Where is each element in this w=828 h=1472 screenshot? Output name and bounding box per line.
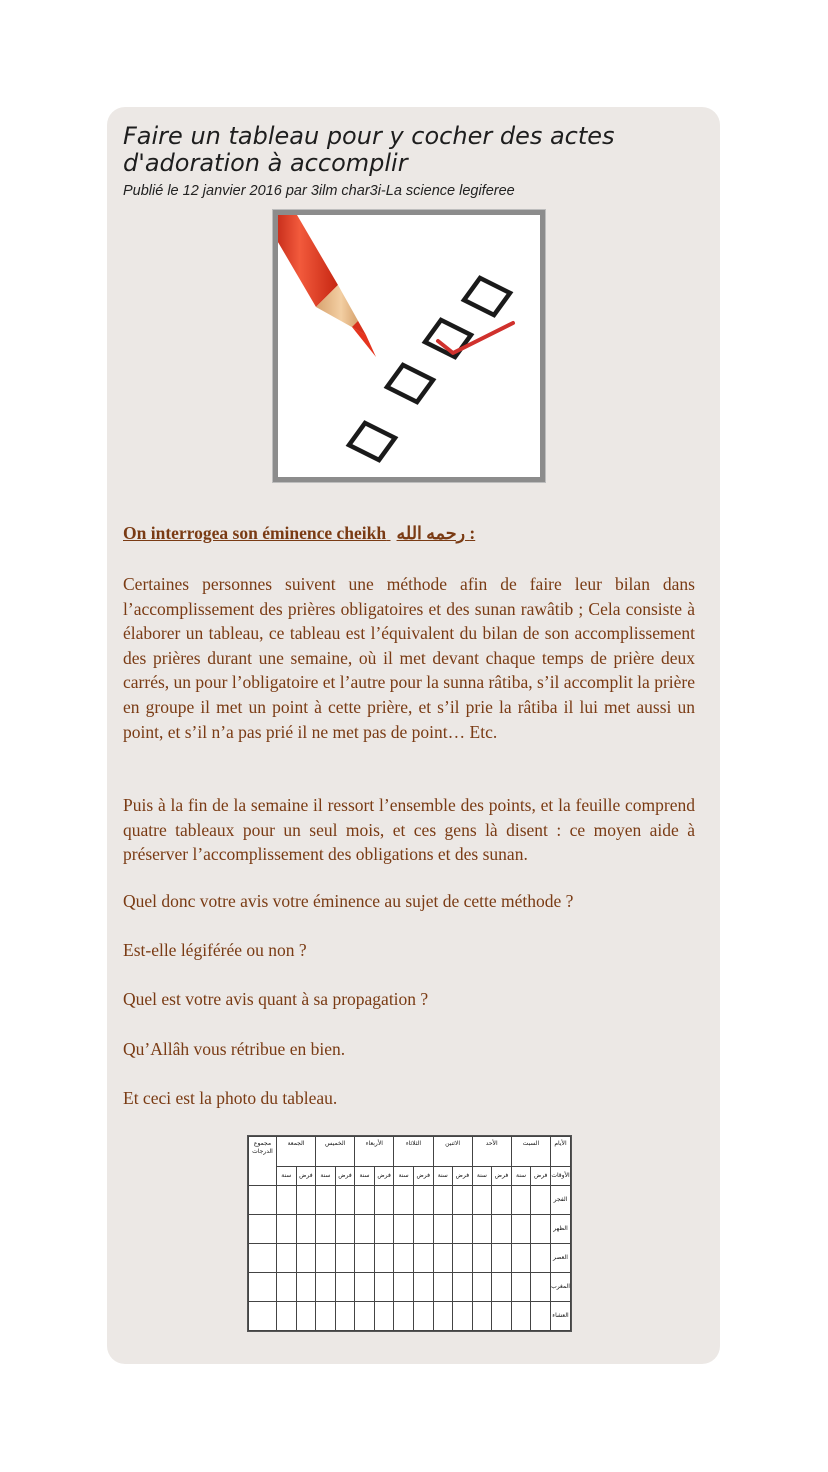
sunna-header: سنة bbox=[316, 1167, 336, 1186]
table-cell bbox=[433, 1302, 453, 1331]
table-header-days bbox=[249, 1137, 571, 1167]
total-score-header: مجموع الدرجات bbox=[249, 1137, 277, 1186]
times-corner-label: الأوقات bbox=[551, 1167, 571, 1186]
table-cell bbox=[316, 1302, 336, 1331]
table-row bbox=[249, 1244, 571, 1273]
day-header: الجمعة bbox=[277, 1137, 316, 1167]
day-header: الثلاثاء bbox=[394, 1137, 433, 1167]
table-cell bbox=[413, 1273, 433, 1302]
table-cell bbox=[433, 1244, 453, 1273]
checklist-pencil-icon bbox=[278, 215, 540, 477]
paragraph-weekly-total: Puis à la fin de la semaine il ressort l’ensemble des points, et la feuille comprend quatre tableaux pour un seul mois, et ces gens là disent : ce moyen aide à préserver l’accomplissement des obligations et des sunan. bbox=[123, 795, 695, 865]
post-title: Faire un tableau pour y cocher des actes d'adoration à accomplir bbox=[123, 122, 615, 177]
fard-header: فرض bbox=[492, 1167, 512, 1186]
table-cell bbox=[453, 1244, 473, 1273]
question-opinion: Quel donc votre avis votre éminence au sujet de cette méthode ? bbox=[123, 891, 574, 911]
table-cell bbox=[511, 1302, 531, 1331]
table-cell bbox=[335, 1302, 355, 1331]
paragraph-method: Certaines personnes suivent une méthode afin de faire leur bilan dans l’accomplissement des prières obligatoires et des sunan rawâtib ; Cela consiste à élaborer un tableau, ce tableau est l’équivalent du bilan de son accomplissement des prières durant une semaine, où il met devant chaque temps de prière deux carrés, un pour l’obligatoire et l’autre pour la sunna râtiba, s’il accomplit la prière en groupe il met un point à cette prière, et s’il prie la râtiba il lui met aussi un point, et s’il n’a pas prié il ne met pas de point… Etc. bbox=[123, 574, 695, 742]
photo-caption: Et ceci est la photo du tableau. bbox=[123, 1088, 338, 1108]
question-propagation: Quel est votre avis quant à sa propagation ? bbox=[123, 989, 429, 1009]
table-cell bbox=[316, 1215, 336, 1244]
table-cell bbox=[531, 1302, 551, 1331]
table-row bbox=[249, 1215, 571, 1244]
table-cell bbox=[355, 1273, 375, 1302]
table-cell bbox=[531, 1273, 551, 1302]
table-cell bbox=[531, 1244, 551, 1273]
table-cell bbox=[316, 1273, 336, 1302]
table-cell bbox=[374, 1186, 394, 1215]
table-cell bbox=[394, 1186, 414, 1215]
table-cell bbox=[249, 1302, 277, 1331]
table-cell bbox=[249, 1215, 277, 1244]
table-cell bbox=[511, 1186, 531, 1215]
sunna-header: سنة bbox=[472, 1167, 492, 1186]
table-cell bbox=[277, 1302, 297, 1331]
table-cell bbox=[413, 1244, 433, 1273]
sunna-header: سنة bbox=[511, 1167, 531, 1186]
fard-header: فرض bbox=[335, 1167, 355, 1186]
table-cell bbox=[433, 1186, 453, 1215]
table-cell bbox=[413, 1302, 433, 1331]
table-cell bbox=[355, 1215, 375, 1244]
sunna-header: سنة bbox=[433, 1167, 453, 1186]
table-cell bbox=[511, 1273, 531, 1302]
table-cell bbox=[374, 1302, 394, 1331]
table-cell bbox=[433, 1215, 453, 1244]
post-meta: Publié le 12 janvier 2016 par 3ilm char3i-La science legiferee bbox=[123, 183, 515, 199]
table-cell bbox=[453, 1302, 473, 1331]
table-cell bbox=[433, 1273, 453, 1302]
table-cell bbox=[394, 1215, 414, 1244]
table-cell bbox=[472, 1215, 492, 1244]
table-cell bbox=[277, 1244, 297, 1273]
question-legislated: Est-elle légiférée ou non ? bbox=[123, 940, 307, 960]
day-header: الأربعاء bbox=[355, 1137, 394, 1167]
table-cell bbox=[492, 1273, 512, 1302]
table-cell bbox=[296, 1244, 316, 1273]
prayer-tracking-table-photo bbox=[247, 1135, 572, 1332]
table-cell bbox=[374, 1215, 394, 1244]
table-cell bbox=[355, 1244, 375, 1273]
table-cell bbox=[531, 1215, 551, 1244]
table-cell bbox=[316, 1244, 336, 1273]
prayer-label: المغرب bbox=[551, 1273, 571, 1302]
prayer-label: الظهر bbox=[551, 1215, 571, 1244]
table-cell bbox=[316, 1186, 336, 1215]
table-cell bbox=[249, 1244, 277, 1273]
table-cell bbox=[453, 1186, 473, 1215]
table-cell bbox=[277, 1215, 297, 1244]
days-corner-label: الأيام bbox=[551, 1137, 571, 1167]
table-cell bbox=[492, 1244, 512, 1273]
table-cell bbox=[472, 1273, 492, 1302]
table-row bbox=[249, 1273, 571, 1302]
table-cell bbox=[296, 1186, 316, 1215]
table-cell bbox=[335, 1273, 355, 1302]
table-cell bbox=[355, 1302, 375, 1331]
table-cell bbox=[511, 1215, 531, 1244]
question-heading-colon: : bbox=[469, 523, 476, 543]
table-cell bbox=[453, 1215, 473, 1244]
table-cell bbox=[277, 1186, 297, 1215]
table-cell bbox=[296, 1215, 316, 1244]
dua-line: Qu’Allâh vous rétribue en bien. bbox=[123, 1039, 346, 1059]
fard-header: فرض bbox=[413, 1167, 433, 1186]
question-heading-text: On interrogea son éminence cheikh bbox=[123, 523, 387, 543]
fard-header: فرض bbox=[296, 1167, 316, 1186]
table-cell bbox=[249, 1273, 277, 1302]
table-cell bbox=[413, 1215, 433, 1244]
table-cell bbox=[277, 1273, 297, 1302]
checklist-illustration bbox=[273, 210, 545, 482]
table-cell bbox=[472, 1186, 492, 1215]
day-header: الاثنين bbox=[433, 1137, 472, 1167]
table-cell bbox=[374, 1273, 394, 1302]
table-cell bbox=[355, 1186, 375, 1215]
table-cell bbox=[413, 1186, 433, 1215]
question-heading-arabic: رحمه الله bbox=[396, 523, 466, 543]
day-header: الخميس bbox=[316, 1137, 355, 1167]
table-cell bbox=[492, 1302, 512, 1331]
table-cell bbox=[335, 1186, 355, 1215]
prayer-label: الفجر bbox=[551, 1186, 571, 1215]
table-cell bbox=[394, 1273, 414, 1302]
post-card bbox=[107, 107, 720, 1364]
table-cell bbox=[249, 1186, 277, 1215]
prayer-label: العصر bbox=[551, 1244, 571, 1273]
table-cell bbox=[492, 1186, 512, 1215]
table-row bbox=[249, 1302, 571, 1331]
sunna-header: سنة bbox=[355, 1167, 375, 1186]
table-header-types bbox=[249, 1167, 571, 1186]
table-cell bbox=[335, 1244, 355, 1273]
fard-header: فرض bbox=[453, 1167, 473, 1186]
table-cell bbox=[492, 1215, 512, 1244]
prayer-label: العشاء bbox=[551, 1302, 571, 1331]
day-header: السبت bbox=[511, 1137, 550, 1167]
table-cell bbox=[394, 1302, 414, 1331]
table-cell bbox=[531, 1186, 551, 1215]
table-cell bbox=[296, 1302, 316, 1331]
table-row bbox=[249, 1186, 571, 1215]
table-cell bbox=[374, 1244, 394, 1273]
sunna-header: سنة bbox=[277, 1167, 297, 1186]
table-cell bbox=[511, 1244, 531, 1273]
question-heading bbox=[123, 523, 475, 544]
table-cell bbox=[394, 1244, 414, 1273]
table-cell bbox=[335, 1215, 355, 1244]
fard-header: فرض bbox=[531, 1167, 551, 1186]
table-cell bbox=[472, 1302, 492, 1331]
prayer-tracking-table bbox=[248, 1136, 571, 1331]
day-header: الأحد bbox=[472, 1137, 511, 1167]
table-cell bbox=[453, 1273, 473, 1302]
table-cell bbox=[296, 1273, 316, 1302]
sunna-header: سنة bbox=[394, 1167, 414, 1186]
table-cell bbox=[472, 1244, 492, 1273]
fard-header: فرض bbox=[374, 1167, 394, 1186]
